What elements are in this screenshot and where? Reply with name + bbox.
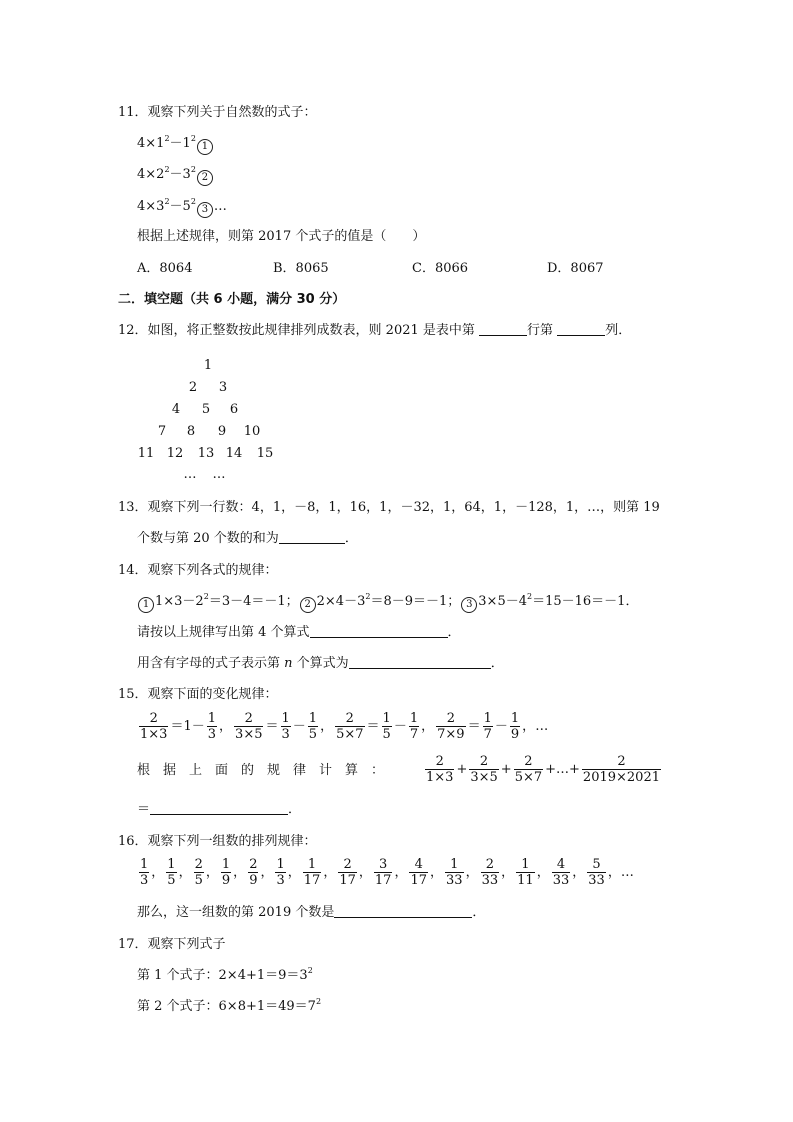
fraction: $\frac{1}{9}$ [510, 711, 520, 742]
fraction: $\frac{2}{5\times 7}$ [514, 754, 543, 785]
fraction: $\frac{1}{3}$ [140, 857, 149, 888]
q14-examples: 1 $1\times 3-2^2=3-4=-1$； 2 $2\times 4-3^2=8-9=-1$； 3 $3\times 5-4^2=15-16=-1$． [137, 593, 638, 613]
q11-equation-2: $4\times 2^2-3^22$ [137, 166, 214, 186]
triangle-cell: 10 [243, 424, 261, 439]
circled-number: 1 [138, 597, 154, 613]
q14-ask-1: 请按以上规律写出第 4 个算式 ． [137, 625, 461, 640]
fraction: $\frac{2}{7\times 9}$ [437, 711, 465, 742]
fraction: $\frac{2}{3\times 5}$ [470, 754, 498, 785]
fraction: $\frac{1}{3}$ [207, 711, 217, 742]
fraction: $\frac{2}{9}$ [249, 857, 258, 888]
q16-stem: 16．观察下列一组数的排列规律： [118, 834, 317, 849]
triangle-cell: 8 [186, 424, 196, 439]
triangle-cell: 5 [201, 402, 211, 417]
q15-calc-expression: $\frac{2}{1\times 3}$ + $\frac{2}{3\times 5}$ + $\frac{2}{5\times 7}$ +…+ $\frac{2}{2019\times 2021}$ [426, 754, 660, 785]
fraction: $\frac{1}{7}$ [409, 711, 419, 742]
triangle-cell: 4 [171, 402, 181, 417]
triangle-cell: 15 [256, 446, 274, 461]
fraction: $\frac{1}{3}$ [281, 711, 290, 742]
circled-number: 1 [197, 139, 213, 155]
circled-number: 3 [461, 597, 477, 613]
q16-ask: 那么，这一组数的第 2019 个数是 ． [137, 905, 486, 920]
q16-sequence: $\frac{1}{3}$ ， $\frac{1}{5}$ ， $\frac{2}{5}$ ， $\frac{1}{9}$ ， $\frac{2}{9}$ ， $\frac{1}{3}$ ， $\frac{1}{17}$ ， $\frac{2}{17}$ ， $\frac{3}{17}$ ， $\frac{4}{17}$ ， $\frac{1}{33}$ ， $\frac{2}{33}$ ， $\frac{1}{11}$ ， $\frac{4}{33}$ ， $\frac{5}{33}$ ，… [140, 857, 634, 888]
fraction: $\frac{2}{1\times 3}$ [140, 711, 168, 742]
q13-line-2: 个数与第 20 个数的和为 ． [137, 531, 358, 546]
fraction: $\frac{5}{33}$ [588, 857, 605, 888]
fraction: $\frac{1}{5}$ [382, 711, 391, 742]
fraction: $\frac{1}{17}$ [303, 857, 321, 888]
section-title: 二．填空题（共 6 小题，满分 30 分） [118, 292, 346, 307]
triangle-cell: 14 [225, 446, 243, 461]
circled-number: 2 [197, 170, 213, 186]
triangle-cell: 9 [217, 424, 227, 439]
answer-blank[interactable] [310, 625, 448, 638]
triangle-cell: 6 [229, 402, 239, 417]
q11-option-c: C．8066 [412, 261, 469, 276]
triangle-cell: … [212, 467, 226, 482]
q11-stem: 11．观察下列关于自然数的式子： [118, 105, 317, 120]
triangle-cell: 2 [188, 380, 198, 395]
fraction: $\frac{1}{33}$ [446, 857, 463, 888]
q17-line-1: 第 1 个式子：$2\times 4+1=9=3^2$ [137, 966, 313, 983]
answer-blank[interactable] [349, 656, 491, 669]
fraction: $\frac{2}{5\times 7}$ [336, 711, 364, 742]
fraction: $\frac{4}{17}$ [410, 857, 428, 888]
fraction: $\frac{4}{33}$ [552, 857, 570, 888]
fraction: $\frac{2}{5}$ [194, 857, 203, 888]
fraction: $\frac{1}{5}$ [308, 711, 318, 742]
q11-option-a: A．8064 [137, 261, 193, 276]
q14-ask-2: 用含有字母的式子表示第 n 个算式为 ． [137, 656, 504, 671]
fraction: $\frac{1}{9}$ [221, 857, 231, 888]
triangle-cell: 13 [197, 446, 215, 461]
fraction: $\frac{2}{33}$ [481, 857, 499, 888]
q15-pattern: $\frac{2}{1\times 3}$ ＝1－ $\frac{1}{3}$ ， $\frac{2}{3\times 5}$ ＝ $\frac{1}{3}$ － $\frac{1}{5}$ ， $\frac{2}{5\times 7}$ ＝ $\frac{1}{5}$ － $\frac{1}{7}$ ， $\frac{2}{7\times 9}$ ＝ $\frac{1}{7}$ － $\frac{1}{9}$ ，… [140, 711, 549, 742]
fraction: $\frac{1}{11}$ [517, 857, 534, 888]
fraction: $\frac{1}{3}$ [276, 857, 285, 888]
q14-stem: 14．观察下列各式的规律： [118, 563, 278, 578]
q15-stem: 15．观察下面的变化规律： [118, 687, 278, 702]
q15-result: ＝ ． [137, 802, 302, 817]
q11-equation-3: $4\times 3^2-5^23$ … [137, 198, 227, 218]
answer-blank[interactable] [150, 802, 288, 815]
fraction: $\frac{2}{1\times 3}$ [426, 754, 454, 785]
fraction: $\frac{2}{3\times 5}$ [235, 711, 263, 742]
triangle-cell: … [183, 467, 197, 482]
triangle-cell: 11 [137, 446, 155, 461]
q12-stem: 12．如图，将正整数按此规律排列成数表，则 2021 是表中第 行第 列． [118, 323, 632, 338]
fraction: $\frac{1}{7}$ [483, 711, 492, 742]
q13-line-1: 13．观察下列一行数：4，1，－8，1，16，1，－32，1，64，1，－128，1，…，则第 19 [118, 500, 660, 515]
q11-equation-1: $4\times 1^2-1^21$ [137, 135, 214, 155]
q17-line-2: 第 2 个式子：$6\times 8+1=49=7^2$ [137, 997, 322, 1014]
answer-blank[interactable] [557, 323, 605, 336]
q11-option-b: B．8065 [273, 261, 329, 276]
q17-stem: 17．观察下列式子 [118, 937, 226, 952]
answer-blank[interactable] [479, 323, 527, 336]
fraction: $\frac{1}{5}$ [167, 857, 176, 888]
circled-number: 2 [300, 597, 316, 613]
triangle-cell: 1 [203, 358, 213, 373]
triangle-cell: 3 [218, 380, 228, 395]
q11-option-d: D．8067 [547, 261, 604, 276]
circled-number: 3 [197, 202, 213, 218]
fraction: $\frac{2}{17}$ [339, 857, 356, 888]
triangle-cell: 12 [166, 446, 184, 461]
q15-calc-label: 根据上面的规律计算： [137, 763, 398, 778]
q11-question: 根据上述规律，则第 2017 个式子的值是（ ） [137, 229, 426, 244]
answer-blank[interactable] [279, 531, 345, 544]
fraction: $\frac{2}{2019\times 2021}$ [582, 754, 660, 785]
triangle-cell: 7 [157, 424, 167, 439]
answer-blank[interactable] [334, 905, 472, 918]
fraction: $\frac{3}{17}$ [374, 857, 392, 888]
